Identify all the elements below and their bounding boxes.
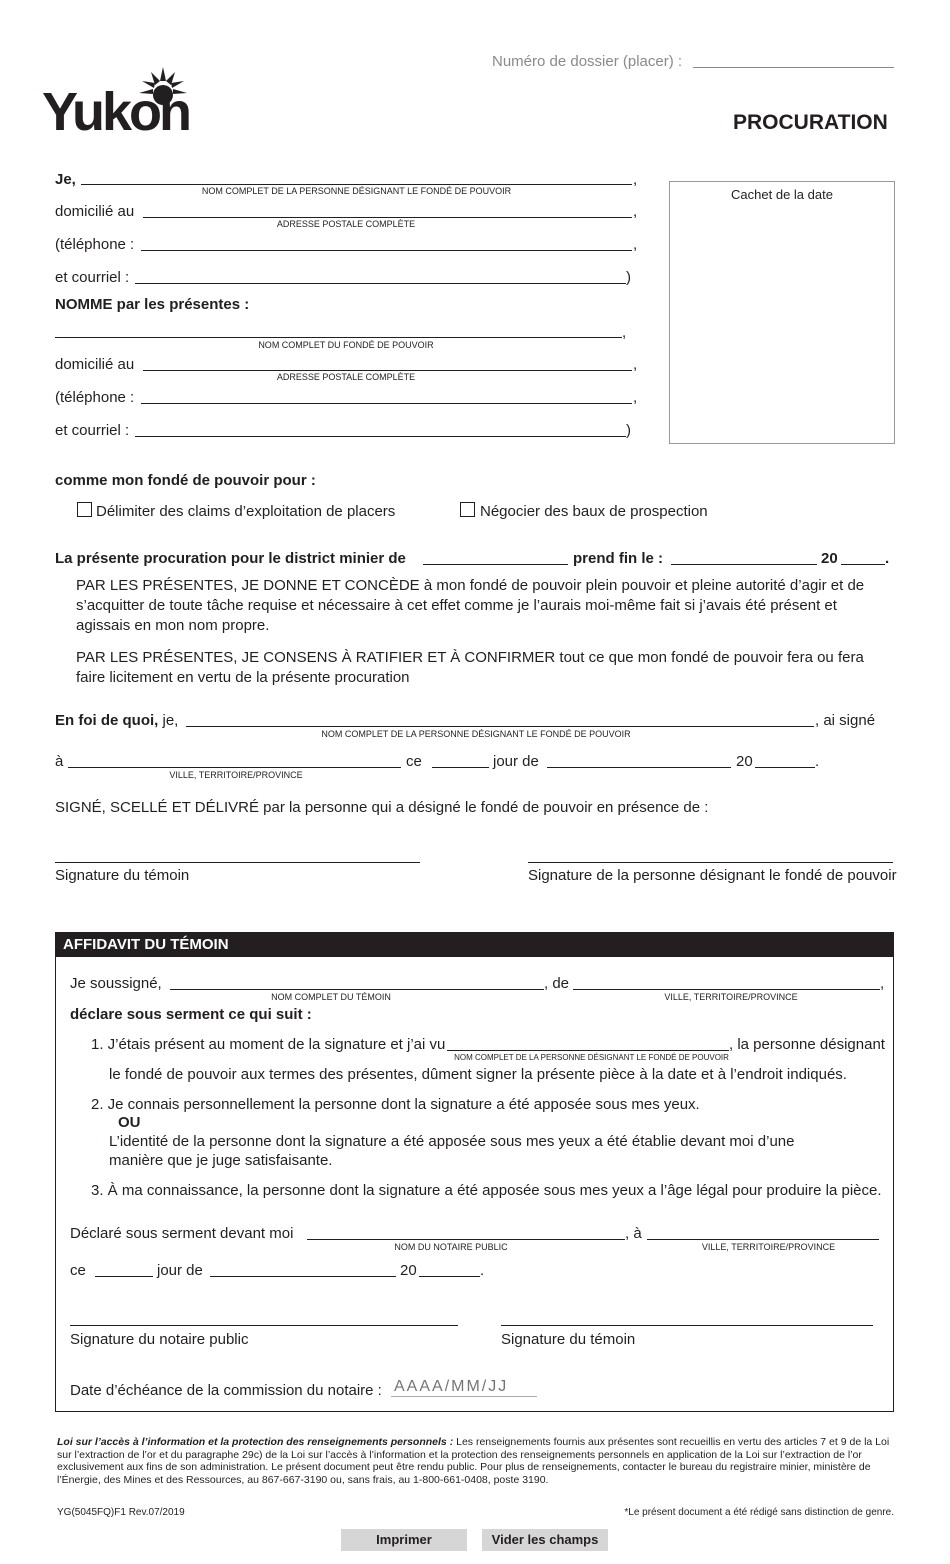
signing-year-input[interactable]	[757, 751, 817, 767]
dossier-input[interactable]	[693, 51, 896, 67]
attorney-name-input[interactable]	[57, 321, 624, 337]
attorney-phone-input[interactable]	[143, 387, 634, 403]
aff-witness-signature-label: Signature du témoin	[501, 1331, 636, 1348]
item1-tail: , la personne désignant	[729, 1036, 885, 1053]
notary-city-line	[647, 1239, 879, 1240]
witness-grantor-name-input[interactable]	[188, 710, 816, 726]
signed-sealed-text: SIGNÉ, SCELLÉ ET DÉLIVRÉ par la personne qui a désigné le fondé de pouvoir en présence de :	[55, 799, 709, 816]
grantor-name-line	[81, 184, 632, 185]
gender-note: *Le présent document a été rédigé sans distinction de genre.	[624, 1507, 894, 1518]
item2-alt: L’identité de la personne dont la signature a été apposée sous mes yeux a été établie devant moi d’une manière que je juge satisfaisante.	[109, 1133, 795, 1169]
en-foi-line: En foi de quoi, je,	[55, 712, 179, 729]
attorney-name-hint: NOM COMPLET DU FONDÉ DE POUVOIR	[258, 340, 434, 350]
grantor-phone-line	[141, 250, 632, 251]
grant-paragraph: PAR LES PRÉSENTES, JE DONNE ET CONCÈDE à mon fondé de pouvoir plein pouvoir et pleine autorité d’agir et de s’acquitter de toute tâche requise et nécessaire à cet effet comme je l’aurais moi-même fait si j’avais été présent et agissais en mon nom propre.	[76, 577, 865, 634]
de-label: , de	[544, 975, 570, 992]
nomme-label: NOMME par les présentes :	[55, 296, 250, 313]
grantor-phone-label: (téléphone :	[55, 236, 135, 253]
affiant-line	[170, 989, 544, 990]
district-text: La présente procuration pour le district minier de	[55, 550, 406, 567]
attorney-email-label: et courriel :	[55, 422, 130, 439]
close-paren: )	[626, 269, 631, 286]
expiry-date-input[interactable]	[391, 1377, 537, 1397]
ou-label: OU	[118, 1114, 141, 1131]
item1-line	[447, 1050, 729, 1051]
notary-city-hint: VILLE, TERRITOIRE/PROVINCE	[701, 1242, 836, 1252]
grantor-name-input[interactable]	[83, 168, 634, 184]
end-date-line	[671, 564, 817, 565]
comma: ,	[633, 236, 638, 253]
attorney-email-line	[135, 436, 626, 437]
notary-signature-line	[70, 1325, 458, 1326]
period: .	[885, 550, 890, 567]
svg-text:Yukon: Yukon	[42, 82, 190, 136]
aff-year-label: 20	[400, 1262, 417, 1279]
year-line	[841, 564, 885, 565]
comma: ,	[880, 975, 885, 992]
date-stamp-label: Cachet de la date	[731, 187, 833, 202]
je-label: Je,	[55, 171, 76, 188]
dossier-line	[693, 67, 894, 68]
grantor-domicile-label: domicilié au	[55, 203, 135, 220]
signing-city-input[interactable]	[70, 751, 403, 767]
signing-month-input[interactable]	[549, 751, 733, 767]
dossier-label: Numéro de dossier (placer) :	[492, 53, 683, 70]
city-line	[68, 767, 401, 768]
ce-label: ce	[406, 753, 422, 770]
comma: ,	[622, 324, 627, 341]
witness-signature-line	[55, 862, 420, 863]
month-line	[547, 767, 731, 768]
period: .	[480, 1262, 485, 1279]
grantor-email-line	[135, 283, 626, 284]
notary-signature-label: Signature du notaire public	[70, 1331, 249, 1348]
grantor-name-hint: NOM COMPLET DE LA PERSONNE DÉSIGNANT LE FONDÉ DE POUVOIR	[201, 186, 512, 196]
period: .	[815, 753, 820, 770]
comma: ,	[633, 389, 638, 406]
attorney-phone-line	[141, 403, 632, 404]
aff-ce-label: ce	[70, 1262, 86, 1279]
attorney-address-line	[143, 370, 632, 371]
attorney-name-line	[55, 337, 622, 338]
notary-city-input[interactable]	[649, 1223, 881, 1239]
declared-label: Déclaré sous serment devant moi	[70, 1225, 294, 1242]
aff-month-line	[210, 1276, 396, 1277]
affiant-name-input[interactable]	[172, 973, 546, 989]
a-label: à	[55, 753, 64, 770]
grantor-address-hint: ADRESSE POSTALE COMPLÈTE	[276, 219, 416, 229]
affiant-city-line	[573, 989, 880, 990]
signing-day-input[interactable]	[434, 751, 491, 767]
attorney-email-input[interactable]	[137, 420, 628, 436]
affiant-city-input[interactable]	[575, 973, 882, 989]
witness-grantor-hint: NOM COMPLET DE LA PERSONNE DÉSIGNANT LE FONDÉ DE POUVOIR	[321, 729, 631, 739]
notary-line	[307, 1239, 625, 1240]
item1-text: 1. J’étais présent au moment de la signature et j’ai vu	[91, 1036, 446, 1053]
item1-cont: le fondé de pouvoir aux termes des présentes, dûment signer la présente pièce à la date et à l’endroit indiqués.	[109, 1066, 847, 1083]
aff-jour-de-label: jour de	[157, 1262, 203, 1279]
ends-on-text: prend fin le :	[573, 550, 663, 567]
item1-name-input[interactable]	[449, 1034, 731, 1050]
negotiate-leases-label: Négocier des baux de prospection	[480, 503, 708, 520]
declare-heading: déclare sous serment ce qui suit :	[70, 1006, 312, 1023]
close-paren: )	[626, 422, 631, 439]
a-city-label: , à	[625, 1225, 642, 1242]
affidavit-title: AFFIDAVIT DU TÉMOIN	[56, 933, 893, 957]
attorney-phone-label: (téléphone :	[55, 389, 135, 406]
witness-grantor-line	[186, 726, 814, 727]
purpose-heading: comme mon fondé de pouvoir pour :	[55, 472, 316, 489]
date-stamp-box[interactable]	[669, 181, 895, 444]
city-hint: VILLE, TERRITOIRE/PROVINCE	[169, 770, 303, 780]
grantor-email-label: et courriel :	[55, 269, 130, 286]
notary-name-input[interactable]	[309, 1223, 627, 1239]
comma: ,	[633, 171, 638, 188]
affiant-city-hint: VILLE, TERRITOIRE/PROVINCE	[664, 992, 798, 1002]
clear-fields-button[interactable]: Vider les champs	[482, 1529, 608, 1551]
page-title: PROCURATION	[733, 111, 888, 134]
attorney-address-input[interactable]	[145, 354, 634, 370]
aff-day-line	[95, 1276, 153, 1277]
grantor-phone-input[interactable]	[143, 234, 634, 250]
soussigne-label: Je soussigné,	[70, 975, 162, 992]
ratify-paragraph: PAR LES PRÉSENTES, JE CONSENS À RATIFIER ET À CONFIRMER tout ce que mon fondé de pouvoir fera ou fera faire licitement en vertu de la présente procuration	[76, 649, 864, 686]
end-date-input[interactable]	[673, 548, 819, 564]
comma: ,	[633, 356, 638, 373]
item2-text: 2. Je connais personnellement la personne dont la signature a été apposée sous mes yeux.	[91, 1096, 700, 1113]
grantor-signature-label: Signature de la personne désignant le fondé de pouvoir	[528, 867, 897, 884]
item1-hint: NOM COMPLET DE LA PERSONNE DÉSIGNANT LE FONDÉ DE POUVOIR	[454, 1053, 729, 1062]
delimit-claims-label: Délimiter des claims d’exploitation de placers	[96, 503, 396, 520]
year-line	[755, 767, 815, 768]
grantor-address-input[interactable]	[145, 201, 634, 217]
attorney-address-hint: ADRESSE POSTALE COMPLÈTE	[276, 372, 416, 382]
privacy-notice: Loi sur l’accès à l’information et la protection des renseignements personnels : Les renseignements fournis aux présentes sont recueillis en vertu des articles 7 et 9 de la Loi sur l’extraction de l’or et du paragraphe 29c) de la Loi sur l’accès à l’information et la protection des renseignements personnels en application de la Loi sur l’extraction de l’or exclusivement aux fins de son administration. Le présent document peut être rendu public. Pour plus de renseignements, contacter le bureau du registraire minier, ministère de l’Énergie, des Mines et des Ressources, au 867-667-3190 ou, sans frais, au 1-800-661-0408, poste 3190.	[57, 1436, 890, 1486]
aff-day-input[interactable]	[97, 1260, 155, 1276]
witness-signature-label: Signature du témoin	[55, 867, 190, 884]
comma: ,	[633, 203, 638, 220]
form-code: YG(5045FQ)F1 Rev.07/2019	[57, 1507, 185, 1518]
sunburst-icon	[42, 64, 217, 136]
jour-de-label: jour de	[493, 753, 539, 770]
negotiate-leases-checkbox[interactable]	[460, 502, 475, 517]
signed-text: , ai signé	[815, 712, 876, 729]
grantor-signature-line	[528, 862, 893, 863]
year-20-label: 20	[736, 753, 753, 770]
yukon-logo	[42, 64, 217, 136]
aff-year-line	[419, 1276, 480, 1277]
day-line	[432, 767, 489, 768]
print-button[interactable]: Imprimer	[341, 1529, 467, 1551]
grantor-email-input[interactable]	[137, 267, 628, 283]
end-year-input[interactable]	[843, 548, 887, 564]
grantor-address-line	[143, 217, 632, 218]
year-prefix: 20	[821, 550, 838, 567]
affiant-hint: NOM COMPLET DU TÉMOIN	[271, 992, 391, 1002]
aff-witness-signature-line	[501, 1325, 873, 1326]
item3-text: 3. À ma connaissance, la personne dont la signature a été apposée sous mes yeux a l’âge légal pour produire la pièce.	[91, 1182, 882, 1199]
expiry-label: Date d’échéance de la commission du notaire :	[70, 1382, 382, 1399]
aff-year-input[interactable]	[421, 1260, 482, 1276]
attorney-domicile-label: domicilié au	[55, 356, 135, 373]
district-line	[423, 564, 568, 565]
district-input[interactable]	[425, 548, 570, 564]
aff-month-input[interactable]	[212, 1260, 398, 1276]
delimit-claims-checkbox[interactable]	[77, 502, 92, 517]
notary-hint: NOM DU NOTAIRE PUBLIC	[394, 1242, 508, 1252]
